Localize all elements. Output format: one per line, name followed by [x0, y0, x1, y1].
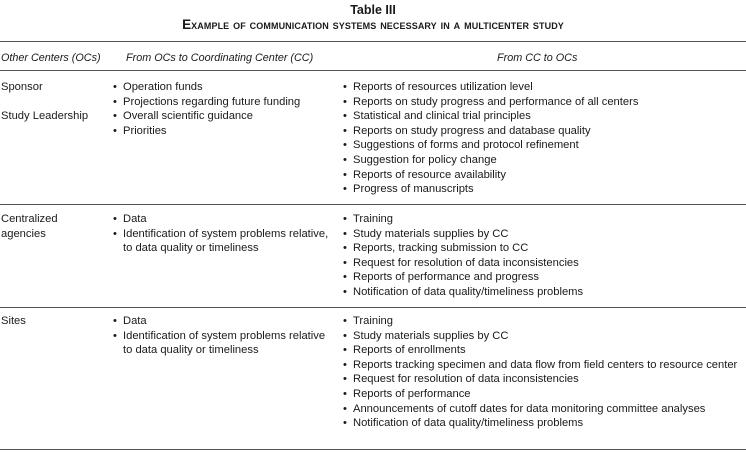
list-item: • Reports on study progress and database quality — [343, 124, 743, 139]
list-item: • Study materials supplies by CC — [343, 329, 743, 344]
from-cc-list — [343, 212, 743, 300]
list-item: • Statistical and clinical trial principles — [343, 109, 743, 124]
to-cc-list — [113, 314, 335, 358]
list-item: • Data — [113, 212, 335, 227]
list-item: • Reports of resource availability — [343, 168, 743, 183]
list-item: • Projections regarding future funding — [113, 95, 335, 110]
list-item: • Progress of manuscripts — [343, 182, 743, 197]
list-item: • Notification of data quality/timeliness problems — [343, 416, 743, 431]
list-item: • Suggestion for policy change — [343, 153, 743, 168]
table-title: Table III — [350, 3, 396, 17]
list-item: • Reports of performance — [343, 387, 743, 402]
list-item: • Notification of data quality/timeliness problems — [343, 285, 743, 300]
header-to-cc: From OCs to Coordinating Center (CC) — [126, 52, 314, 64]
list-item: • Identification of system problems relative, to data quality or timeliness — [113, 227, 335, 256]
label-centralized-agencies: Centralized agencies — [1, 213, 58, 240]
from-cc-list — [343, 80, 743, 197]
list-item: • Priorities — [113, 124, 335, 139]
list-item: • Operation funds — [113, 80, 335, 95]
list-item: • Identification of system problems relative to data quality or timeliness — [113, 329, 335, 358]
list-item: • Announcements of cutoff dates for data monitoring committee analyses — [343, 402, 743, 417]
list-item: • Reports tracking specimen and data flow from field centers to resource center — [343, 358, 743, 373]
row-label — [1, 80, 109, 123]
list-item: • Suggestions of forms and protocol refinement — [343, 138, 743, 153]
list-item: • Reports of performance and progress — [343, 270, 743, 285]
list-item: • Study materials supplies by CC — [343, 227, 743, 242]
top-rule — [0, 41, 746, 42]
list-item: • Reports, tracking submission to CC — [343, 241, 743, 256]
header-from-cc: From CC to OCs — [497, 52, 578, 64]
list-item: • Training — [343, 212, 743, 227]
header-other-centers: Other Centers (OCs) — [1, 52, 101, 64]
section-rule — [0, 307, 746, 308]
label-sites: Sites — [1, 315, 26, 327]
list-item: • Reports of resources utilization level — [343, 80, 743, 95]
section-rule — [0, 204, 746, 205]
label-sponsor: Sponsor — [1, 81, 43, 93]
header-rule — [0, 70, 746, 71]
list-item: • Training — [343, 314, 743, 329]
to-cc-list — [113, 212, 335, 256]
list-item: • Request for resolution of data inconsistencies — [343, 372, 743, 387]
list-item: • Reports of enrollments — [343, 343, 743, 358]
to-cc-list — [113, 80, 335, 138]
table-subtitle: Example of communication systems necessary in a multicenter study — [182, 17, 564, 32]
list-item: • Request for resolution of data inconsistencies — [343, 256, 743, 271]
label-study-leadership: Study Leadership — [1, 109, 89, 122]
from-cc-list — [343, 314, 743, 431]
list-item: • Data — [113, 314, 335, 329]
list-item: • Overall scientific guidance — [113, 109, 335, 124]
list-item: • Reports on study progress and performance of all centers — [343, 95, 743, 110]
